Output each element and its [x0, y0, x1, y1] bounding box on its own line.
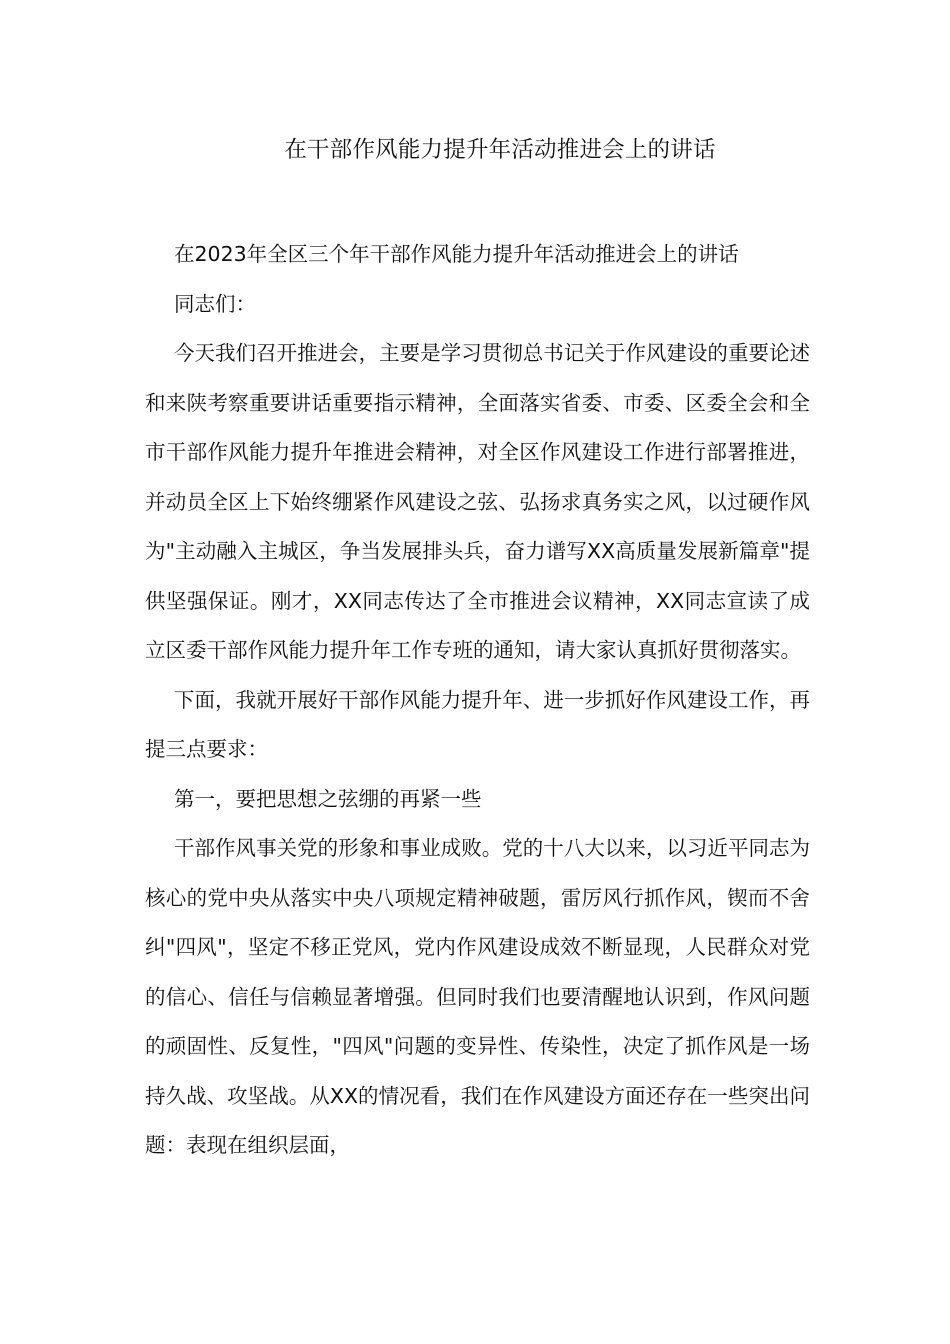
document-title: 在干部作风能力提升年活动推进会上的讲话 — [284, 137, 716, 163]
document-body — [145, 230, 810, 1171]
paragraph-salutation: 同志们： — [174, 291, 256, 316]
paragraph-intro: 今天我们召开推进会，主要是学习贯彻总书记关于作风建设的重要论述和来陕考察重要讲话重要指示精神，全面落实省委、市委、区委全会和全市干部作风能力提升年推进会精神，对全区作风建设工作进行部署推进，并动员全区上下始终绷紧作风建设之弦、弘扬求真务实之风，以过硬作风为"主动融入主城区，争当发展排头兵，奋力谱写XX高质量发展新篇章"提供坚强保证。刚才，XX同志传达了全市推进会议精神，XX同志宣读了成立区委干部作风能力提升年工作专班的通知，请大家认真抓好贯彻落实。 — [145, 341, 810, 662]
paragraph-first-body: 干部作风事关党的形象和事业成败。党的十八大以来，以习近平同志为核心的党中央从落实中央八项规定精神破题，雷厉风行抓作风，锲而不舍纠"四风"，坚定不移正党风，党内作风建设成效不断显现，人民群众对党的信心、信任与信赖显著增强。但同时我们也要清醒地认识到，作风问题的顽固性、反复性，"四风"问题的变异性、传染性，决定了抓作风是一场持久战、攻坚战。从XX的情况看，我们在作风建设方面还存在一些突出问题：表现在组织层面， — [145, 836, 810, 1157]
section-heading-first: 第一，要把思想之弦绷的再紧一些 — [174, 786, 482, 811]
paragraph-requirements: 下面，我就开展好干部作风能力提升年、进一步抓好作风建设工作，再提三点要求： — [145, 687, 810, 761]
paragraph-subtitle: 在2023年全区三个年干部作风能力提升年活动推进会上的讲话 — [174, 242, 739, 266]
